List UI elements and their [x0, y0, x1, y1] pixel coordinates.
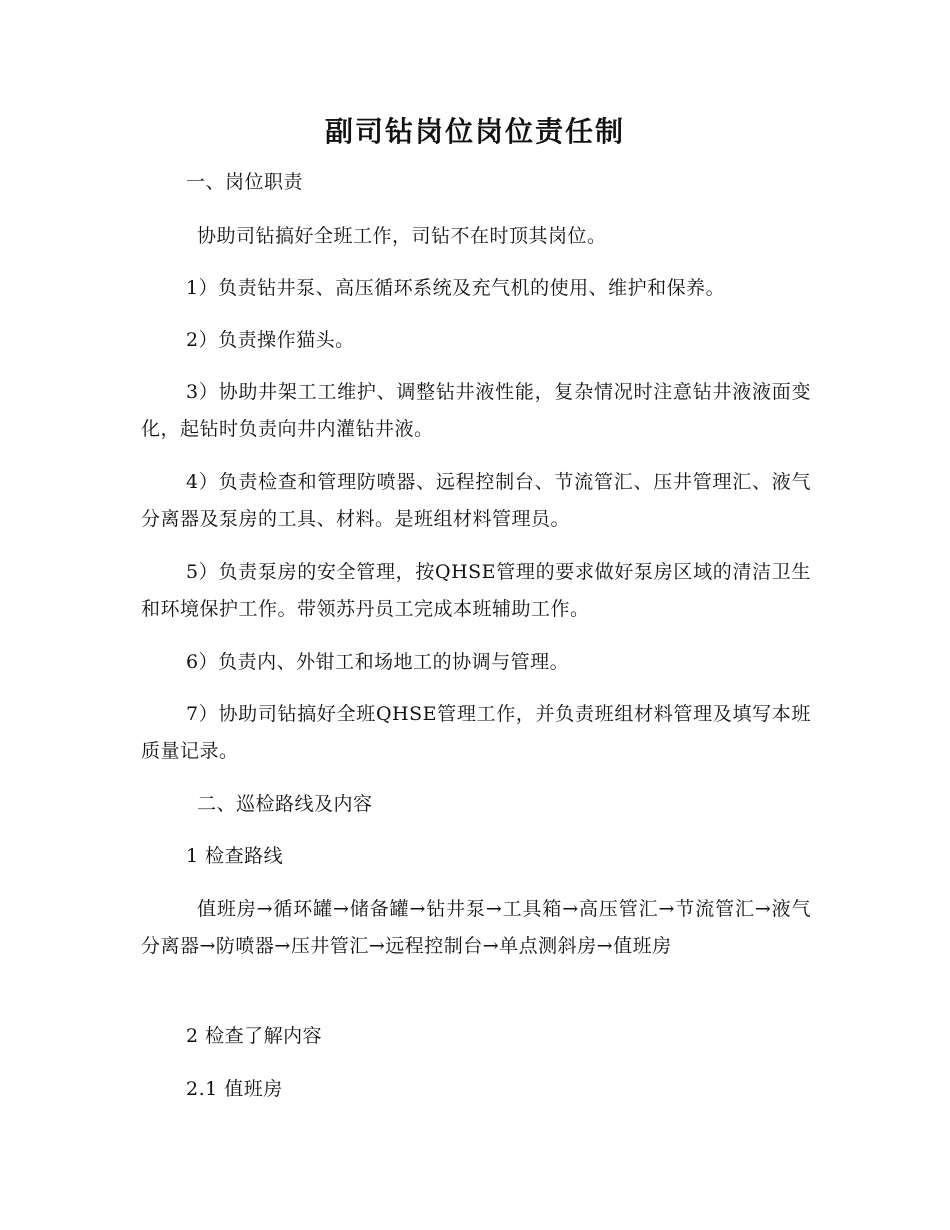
subsection-route: 1 检查路线	[186, 845, 284, 867]
subsection-contents: 2 检查了解内容	[186, 1025, 323, 1047]
document-title: 副司钻岗位岗位责任制	[324, 115, 625, 148]
duty-item-7: 7）协助司钻搞好全班QHSE管理工作，并负责班组材料管理及填写本班质量记录。	[141, 703, 811, 762]
duty-item-1: 1）负责钻井泵、高压循环系统及充气机的使用、维护和保养。	[186, 277, 726, 299]
duty-item-4: 4）负责检查和管理防喷器、远程控制台、节流管汇、压井管理汇、液气分离器及泵房的工具、材料。是班组材料管理员。	[141, 471, 811, 530]
subsection-duty-room: 2.1 值班房	[186, 1078, 283, 1100]
duty-item-6: 6）负责内、外钳工和场地工的协调与管理。	[186, 651, 570, 673]
section-heading-duties: 一、岗位职责	[186, 171, 304, 193]
duties-intro: 协助司钻搞好全班工作，司钻不在时顶其岗位。	[197, 225, 607, 247]
section-heading-inspection: 二、巡检路线及内容	[197, 793, 373, 815]
duty-item-2: 2）负责操作猫头。	[186, 329, 355, 351]
duty-item-4-block	[141, 464, 811, 538]
duty-item-7-block	[141, 696, 811, 770]
route-block	[141, 891, 811, 965]
duty-item-3: 3）协助井架工工维护、调整钻井液性能，复杂情况时注意钻井液液面变化，起钻时负责向井内灌钻井液。	[141, 381, 811, 440]
inspection-route: 值班房→循环罐→储备罐→钻井泵→工具箱→高压管汇→节流管汇→液气分离器→防喷器→压井管汇→远程控制台→单点测斜房→值班房	[141, 898, 811, 957]
duty-item-3-block	[141, 374, 811, 448]
duty-item-5-block	[141, 554, 811, 628]
duty-item-5: 5）负责泵房的安全管理，按QHSE管理的要求做好泵房区域的清洁卫生和环境保护工作。带领苏丹员工完成本班辅助工作。	[141, 561, 811, 620]
